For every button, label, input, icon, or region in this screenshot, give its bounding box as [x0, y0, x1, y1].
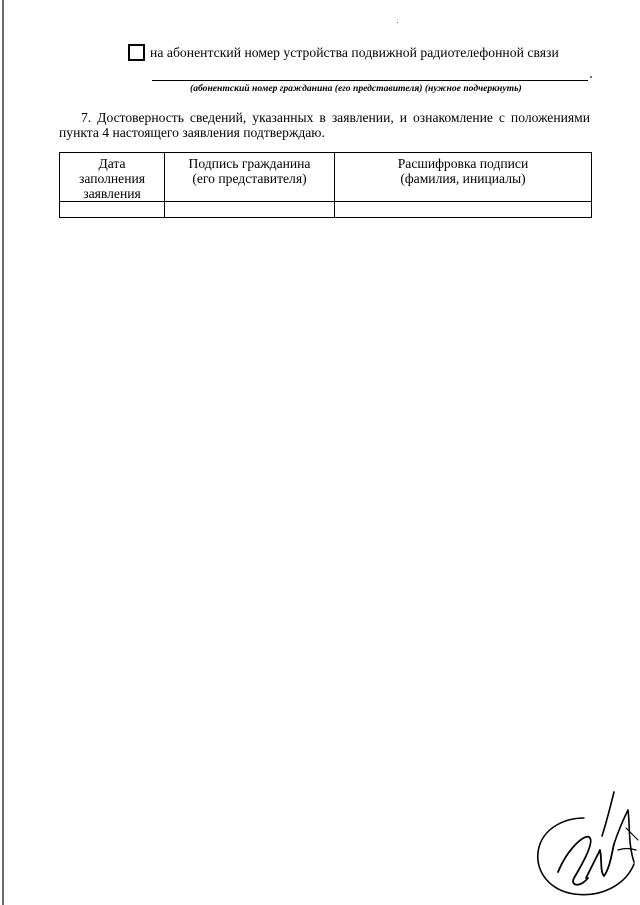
phone-option: [128, 44, 559, 61]
table-row: [60, 202, 592, 218]
table-header-row: [60, 153, 592, 202]
signature-table: [59, 152, 592, 218]
header-date-line: Дата: [98, 156, 126, 171]
header-date-line: заявления: [83, 186, 141, 201]
decoding-cell[interactable]: [335, 202, 592, 218]
header-date: [60, 153, 165, 202]
page-edge: [2, 0, 4, 905]
confirmation-text: 7. Достоверность сведений, указанных в заявлении, и ознакомление с положениями пункта 4 настоящего заявления подтверждаю.: [59, 110, 590, 140]
scan-speck: [397, 22, 398, 23]
confirmation-paragraph: [59, 110, 590, 140]
header-decoding-line: (фамилия, инициалы): [400, 171, 526, 186]
phone-option-checkbox[interactable]: [128, 44, 145, 61]
header-signature-line: Подпись гражданина: [188, 156, 311, 171]
handwritten-signature: [530, 788, 640, 903]
signature-cell[interactable]: [165, 202, 335, 218]
header-signature-line: (его представителя): [192, 171, 307, 186]
phone-number-line: [152, 80, 588, 81]
scan-speck: [590, 76, 592, 78]
header-decoding-line: Расшифровка подписи: [397, 156, 529, 171]
phone-option-label: на абонентский номер устройства подвижной радиотелефонной связи: [150, 44, 559, 60]
header-signature: [165, 153, 335, 202]
header-date-line: заполнения: [78, 171, 145, 186]
phone-number-hint: (абонентский номер гражданина (его представителя) (нужное подчеркнуть): [190, 83, 522, 94]
header-decoding: [335, 153, 592, 202]
date-cell[interactable]: [60, 202, 165, 218]
